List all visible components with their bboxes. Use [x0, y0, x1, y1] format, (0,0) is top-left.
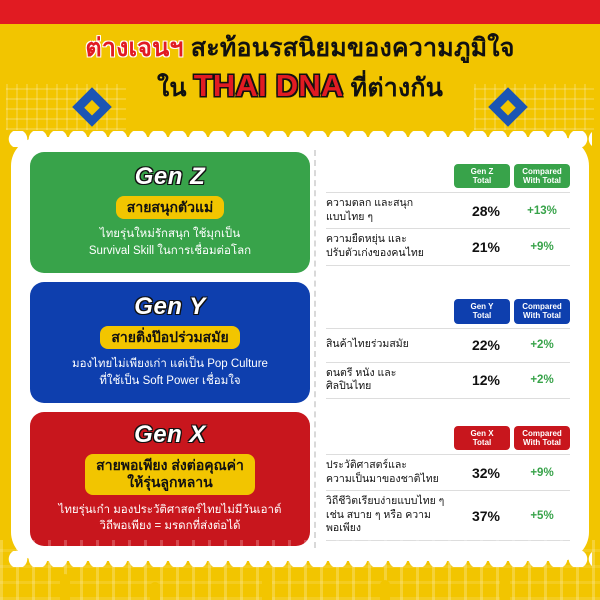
table-row: [326, 328, 570, 362]
drip-shape: [500, 572, 510, 600]
stat-diff: +13%: [527, 204, 557, 217]
table-row: [326, 362, 570, 399]
table-row: [326, 228, 570, 265]
stat-total: 12%: [471, 372, 501, 389]
gen-card-subtitle: สายติ่งป๊อปร่วมสมัย: [100, 326, 239, 350]
stat-diff: +5%: [530, 509, 554, 522]
statistics-column: [314, 150, 578, 548]
drip-shape: [60, 574, 70, 600]
stat-block-gen-z: [326, 152, 570, 277]
top-red-bar: [0, 0, 600, 24]
stat-label: สินค้าไทยร่วมสมัย: [326, 338, 409, 351]
stat-label: ความตลก และสนุก แบบไทย ๆ: [326, 197, 414, 223]
column-header-compared: Compared With Total: [514, 299, 570, 323]
stat-total: 32%: [471, 464, 501, 481]
column-header-total: Gen X Total: [454, 426, 510, 450]
headline-brand: THAI DNA: [193, 67, 344, 103]
stat-diff: +2%: [530, 339, 554, 352]
column-header-compared: Compared With Total: [514, 164, 570, 188]
headline-part-gen: ต่างเจนฯ: [85, 34, 184, 62]
stat-total: 22%: [471, 337, 501, 354]
stat-label: วิถีชีวิตเรียบง่ายแบบไทย ๆ เช่น สบาย ๆ หรือ ความ พอเพียง: [326, 495, 445, 535]
stat-total: 28%: [471, 202, 501, 219]
drip-shape: [262, 570, 272, 600]
gen-card-z: [30, 152, 310, 273]
content-panel: [14, 140, 586, 558]
table-row: [326, 490, 570, 541]
headline-part-different: ที่ต่างกัน: [350, 73, 444, 102]
stat-label: ความยืดหยุ่น และ ปรับตัวเก่งของคนไทย: [326, 233, 424, 259]
stat-block-gen-y: [326, 286, 570, 411]
gen-card-title: Gen X: [134, 420, 206, 448]
column-header-compared: Compared With Total: [514, 426, 570, 450]
page-title: [0, 34, 600, 104]
stat-total: 21%: [471, 238, 501, 255]
gen-card-x: [30, 412, 310, 546]
gen-card-subtitle: สายพอเพียง ส่งต่อคุณค่า ให้รุ่นลูกหลาน: [85, 454, 255, 495]
column-header-total: Gen Z Total: [454, 164, 510, 188]
gen-card-title: Gen Z: [134, 162, 206, 190]
stat-diff: +9%: [530, 240, 554, 253]
gen-card-description: ไทยรุ่นเก๋า มองประวัติศาสตร์ไทยไม่มีวันเอาต์ วิถีพอเพียง = มรดกที่ส่งต่อได้: [58, 503, 282, 533]
stat-total: 37%: [471, 507, 501, 524]
stat-diff: +9%: [530, 466, 554, 479]
column-header-total: Gen Y Total: [454, 299, 510, 323]
table-row: [326, 454, 570, 490]
gen-card-y: [30, 282, 310, 403]
gen-card-subtitle: สายสนุกตัวแม่: [116, 196, 224, 220]
drip-shape: [150, 582, 160, 600]
stat-diff: +2%: [530, 374, 554, 387]
drip-shape: [380, 580, 390, 600]
stat-block-gen-x: [326, 421, 570, 546]
gen-card-description: ไทยรุ่นใหม่รักสนุก ใช้มุกเป็น Survival Skill ในการเชื่อมต่อโลก: [88, 228, 252, 258]
stat-label: ประวัติศาสตร์และ ความเป็นมาของชาติไทย: [326, 458, 439, 485]
headline-part-in: ใน: [156, 73, 187, 102]
stat-label: ดนตรี หนัง และ ศิลปินไทย: [326, 366, 397, 393]
gen-card-title: Gen Y: [134, 292, 206, 320]
gen-card-description: มองไทยไม่เพียงเก่า แต่เป็น Pop Culture ที่ใช้เป็น Soft Power เชื่อมใจ: [72, 358, 268, 387]
table-row: [326, 192, 570, 228]
headline-part-reflect: สะท้อนรสนิยมของความภูมิใจ: [190, 34, 515, 62]
decorative-pattern-bottom: [0, 540, 600, 600]
generation-cards-column: [22, 150, 314, 548]
